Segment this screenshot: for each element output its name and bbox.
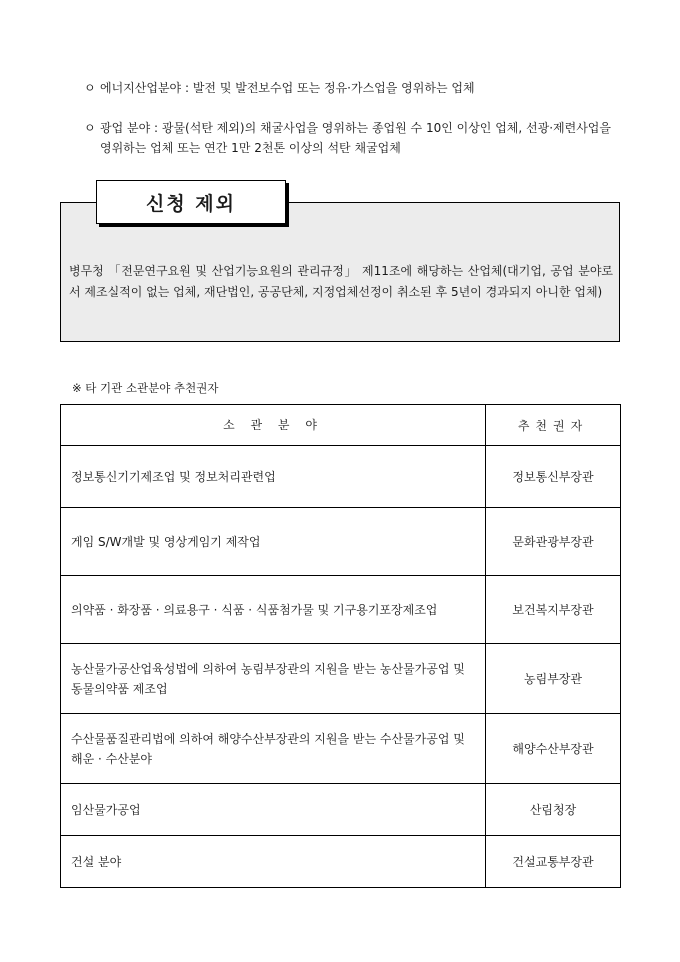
recommender-cell: 농림부장관 xyxy=(486,644,621,714)
field-cell: 임산물가공업 xyxy=(61,784,486,836)
recommender-cell: 정보통신부장관 xyxy=(486,446,621,508)
bullet-energy xyxy=(84,78,604,98)
field-cell: 게임 S/W개발 및 영상게임기 제작업 xyxy=(61,508,486,576)
field-cell: 정보통신기기제조업 및 정보처리관련업 xyxy=(61,446,486,508)
header-field: 소 관 분 야 xyxy=(61,405,486,446)
table-row xyxy=(61,784,621,836)
table-row xyxy=(61,644,621,714)
table-row xyxy=(61,446,621,508)
bullet-text: 광업 분야 : 광물(석탄 제외)의 채굴사업을 영위하는 종업원 수 10인 이상인 업체, 선광·제련사업을 영위하는 업체 또는 연간 1만 2천톤 이상의 석탄 채굴업체 xyxy=(100,121,611,155)
field-cell: 건설 분야 xyxy=(61,836,486,888)
table-note: ※ 타 기관 소관분야 추천권자 xyxy=(72,381,219,395)
exclusion-text: 병무청 「전문연구요원 및 산업기능요원의 관리규정」 제11조에 해당하는 산업체(대기업, 공업 분야로서 제조실적이 없는 업체, 재단법인, 공공단체, 지정업체선정이 취소된 후 5년이 경과되지 아니한 업체) xyxy=(69,264,613,299)
field-cell: 의약품 · 화장품 · 의료용구 · 식품 · 식품첨가물 및 기구용기포장제조업 xyxy=(61,576,486,644)
recommender-cell: 보건복지부장관 xyxy=(486,576,621,644)
circle-bullet-icon: ㅇ xyxy=(84,121,96,135)
bullet-mining xyxy=(84,118,614,158)
recommender-table xyxy=(60,404,621,888)
bullet-text: 에너지산업분야 : 발전 및 발전보수업 또는 정유·가스업을 영위하는 업체 xyxy=(100,81,475,95)
table-row xyxy=(61,714,621,784)
recommender-cell: 문화관광부장관 xyxy=(486,508,621,576)
field-cell: 수산물품질관리법에 의하여 해양수산부장관의 지원을 받는 수산물가공업 및 해운 · 수산분야 xyxy=(61,714,486,784)
recommender-cell: 해양수산부장관 xyxy=(486,714,621,784)
recommender-cell: 산림청장 xyxy=(486,784,621,836)
table-header-row xyxy=(61,405,621,446)
table-row xyxy=(61,836,621,888)
table-row xyxy=(61,508,621,576)
exclusion-title: 신청 제외 xyxy=(96,180,286,224)
table-row xyxy=(61,576,621,644)
header-recommender: 추천권자 xyxy=(486,405,621,446)
field-cell: 농산물가공산업육성법에 의하여 농림부장관의 지원을 받는 농산물가공업 및 동물의약품 제조업 xyxy=(61,644,486,714)
circle-bullet-icon: ㅇ xyxy=(84,81,96,95)
recommender-cell: 건설교통부장관 xyxy=(486,836,621,888)
